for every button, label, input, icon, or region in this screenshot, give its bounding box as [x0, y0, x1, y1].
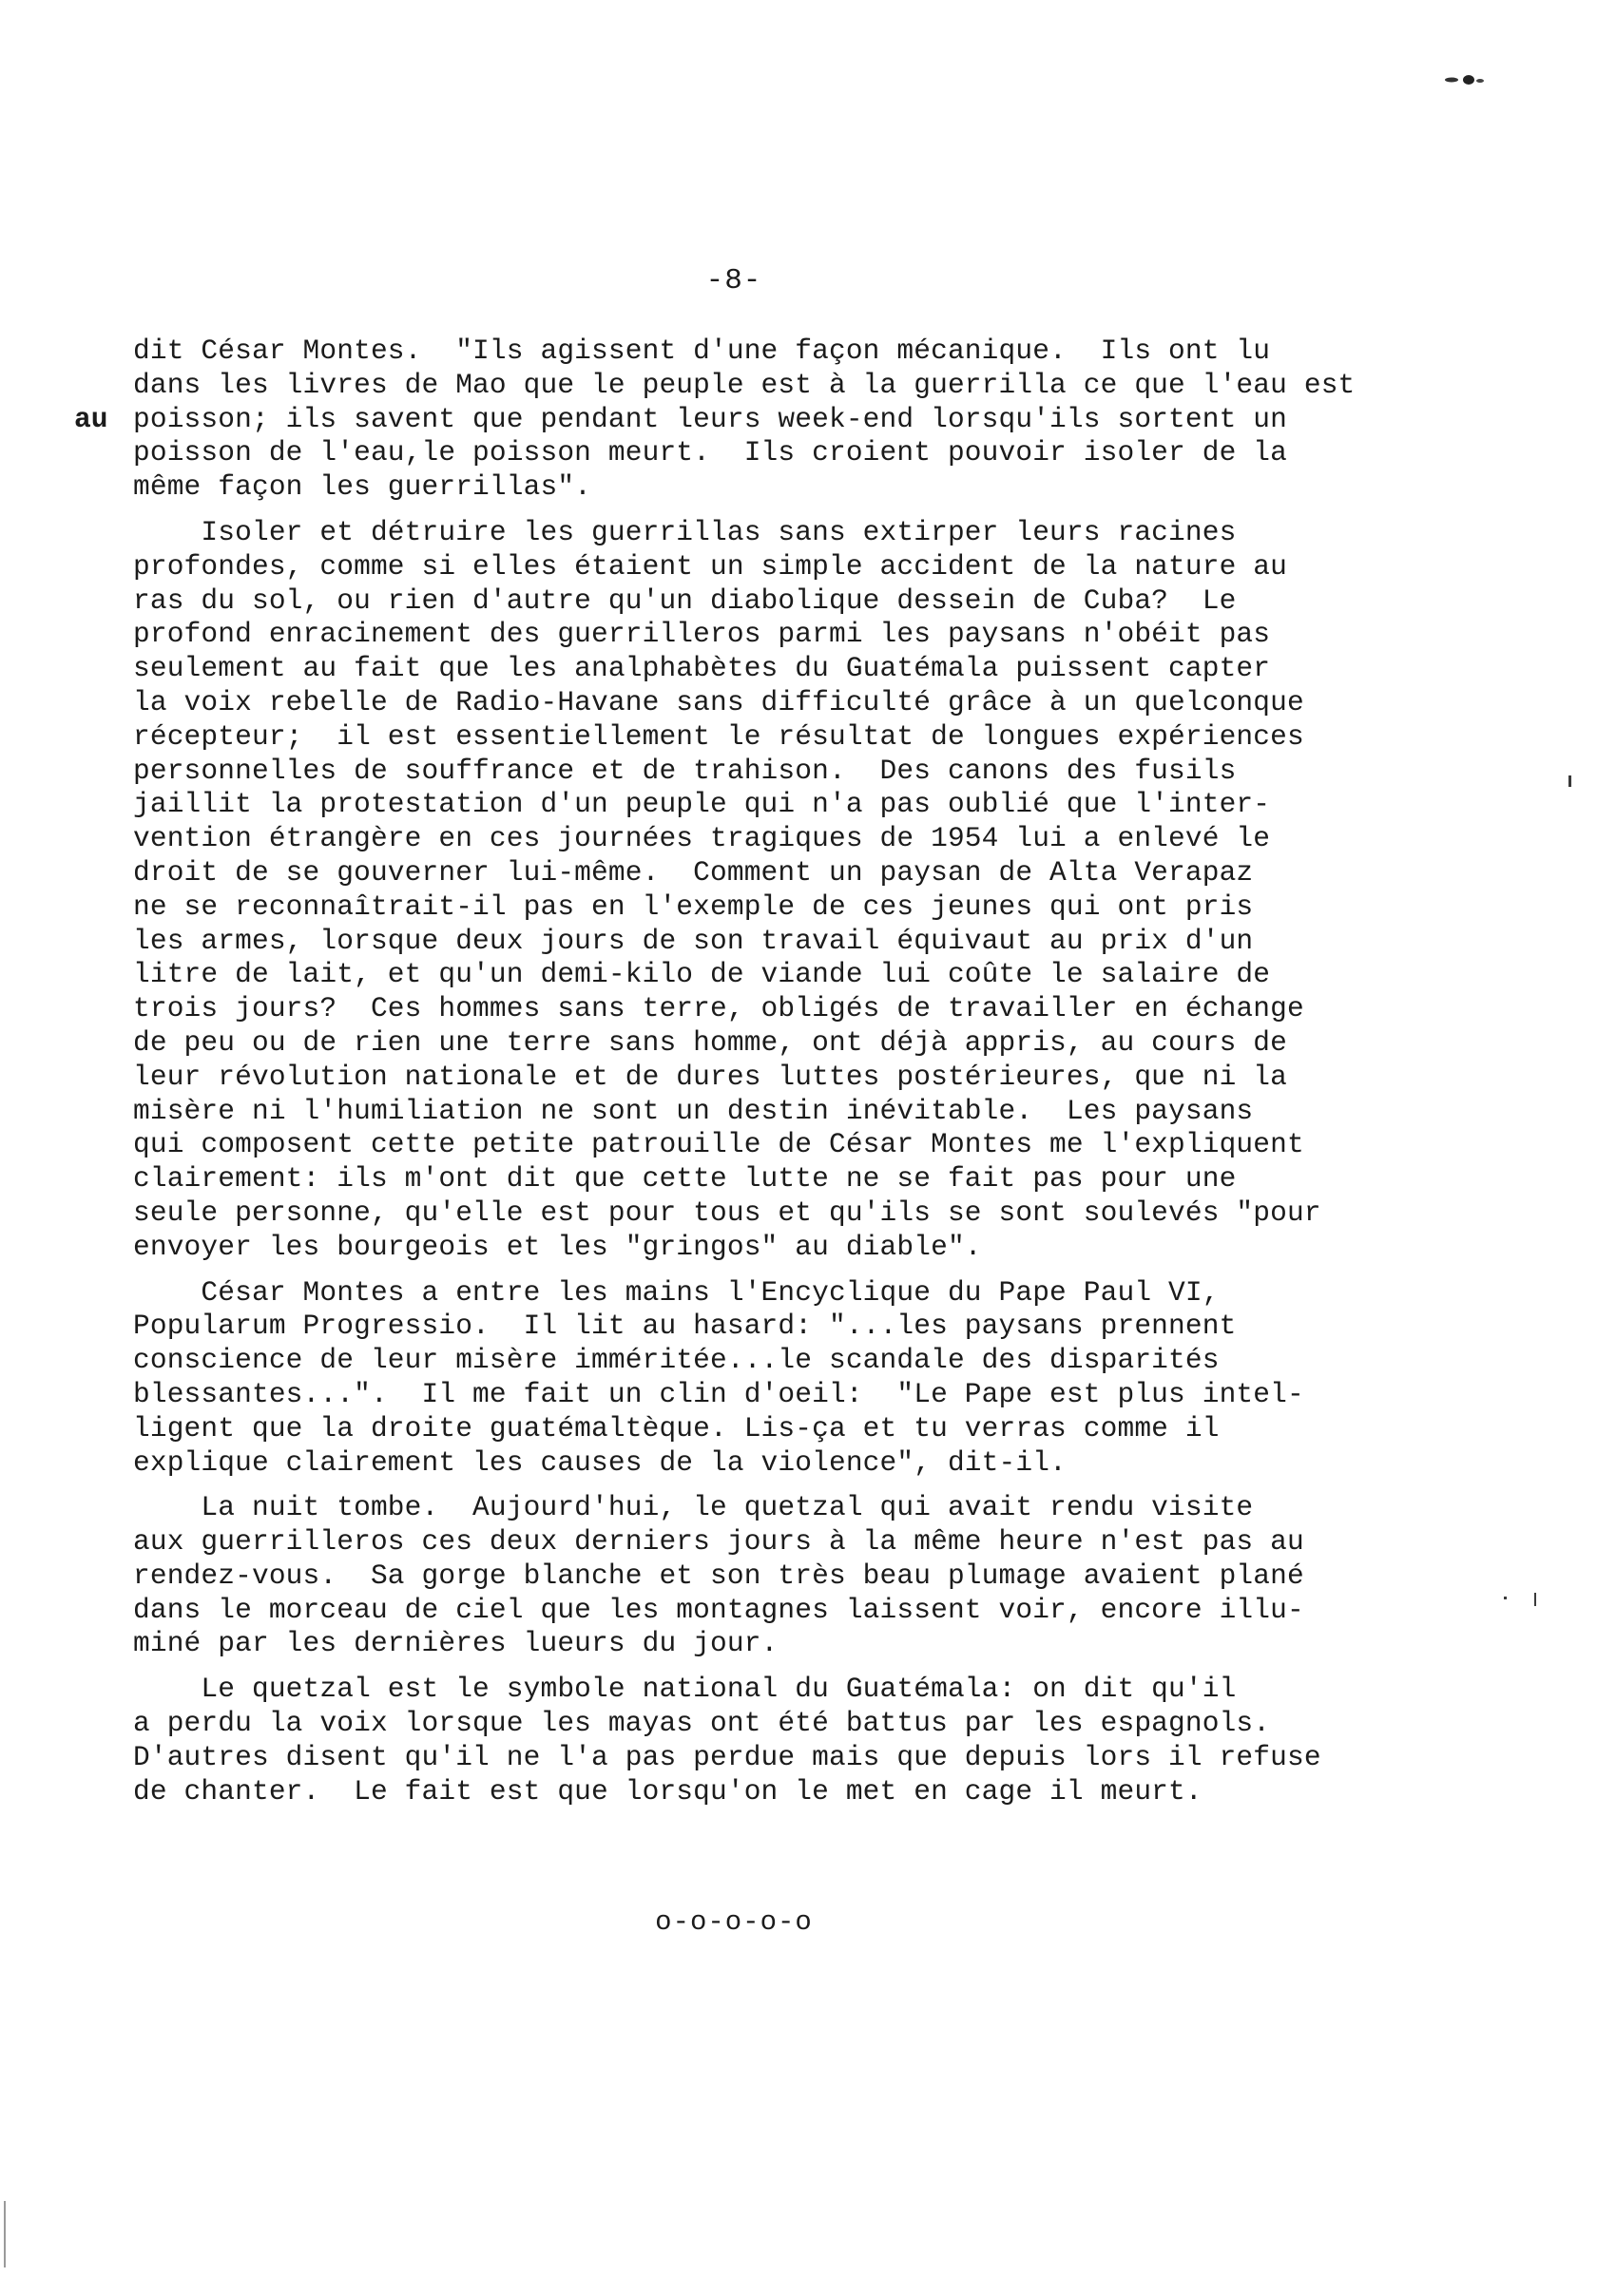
- paragraph: [133, 516, 1464, 1265]
- text-line: dit César Montes. "Ils agissent d'une façon mécanique. Ils ont lu: [133, 335, 1271, 367]
- text-line: Popularum Progressio. Il lit au hasard: "...les paysans prennent: [133, 1310, 1237, 1343]
- text-line: jaillit la protestation d'un peuple qui n'a pas oublié que l'inter-: [133, 788, 1271, 821]
- text-line: poisson; ils savent que pendant leurs week-end lorsqu'ils sortent un: [133, 402, 1287, 435]
- margin-speck: [1504, 1597, 1507, 1599]
- text-line: personnelles de souffrance et de trahison. Des canons des fusils: [133, 754, 1237, 787]
- paragraph: [133, 335, 1464, 505]
- text-line: de chanter. Le fait est que lorsqu'on le met en cage il meurt.: [133, 1774, 1203, 1808]
- text-line: ligent que la droite guatémaltèque. Lis-ça et tu verras comme il: [133, 1411, 1220, 1445]
- section-separator: o-o-o-o-o: [655, 1906, 813, 1938]
- text-line: dans les livres de Mao que le peuple est à la guerrilla ce que l'eau est: [133, 368, 1356, 401]
- body-text: [133, 335, 1464, 1820]
- text-line: de peu ou de rien une terre sans homme, ont déjà appris, au cours de: [133, 1025, 1287, 1059]
- text-line: clairement: ils m'ont dit que cette lutte ne se fait pas pour une: [133, 1162, 1237, 1196]
- text-line: misère ni l'humiliation ne sont un destin inévitable. Les paysans: [133, 1094, 1254, 1127]
- text-line: trois jours? Ces hommes sans terre, obligés de travailler en échange: [133, 992, 1304, 1025]
- text-line: explique clairement les causes de la violence", dit-il.: [133, 1445, 1067, 1479]
- text-line: D'autres disent qu'il ne l'a pas perdue mais que depuis lors il refuse: [133, 1740, 1321, 1773]
- text-line: même façon les guerrillas".: [133, 470, 592, 504]
- paragraph: [133, 1276, 1464, 1481]
- page-number: -8-: [705, 264, 762, 297]
- margin-speck: [1534, 1593, 1536, 1606]
- text-line: dans le morceau de ciel que les montagnes laissent voir, encore illu-: [133, 1593, 1304, 1626]
- text-line: la voix rebelle de Radio-Havane sans difficulté grâce à un quelconque: [133, 685, 1304, 718]
- paragraph: [133, 1673, 1464, 1808]
- text-line: Le quetzal est le symbole national du Guatémala: on dit qu'il: [133, 1673, 1237, 1706]
- text-line: miné par les dernières lueurs du jour.: [133, 1627, 779, 1660]
- text-line: rendez-vous. Sa gorge blanche et son très beau plumage avaient plané: [133, 1559, 1304, 1592]
- margin-speck: [1568, 775, 1571, 787]
- text-line: La nuit tombe. Aujourd'hui, le quetzal qui avait rendu visite: [133, 1491, 1254, 1524]
- text-line: Isoler et détruire les guerrillas sans extirper leurs racines: [133, 515, 1237, 548]
- margin-note: au: [74, 403, 108, 435]
- text-line: ras du sol, ou rien d'autre qu'un diabolique dessein de Cuba? Le: [133, 584, 1237, 617]
- text-line: envoyer les bourgeois et les "gringos" au diable".: [133, 1230, 982, 1263]
- text-line: seule personne, qu'elle est pour tous et qu'ils se sont soulevés "pour: [133, 1196, 1321, 1229]
- text-line: les armes, lorsque deux jours de son travail équivaut au prix d'un: [133, 924, 1254, 957]
- corner-ink-mark: [1431, 70, 1497, 89]
- text-line: blessantes...". Il me fait un clin d'oeil: "Le Pape est plus intel-: [133, 1377, 1304, 1410]
- text-line: leur révolution nationale et de dures luttes postérieures, que ni la: [133, 1060, 1287, 1093]
- margin-speck: [4, 2201, 6, 2267]
- text-line: aux guerrilleros ces deux derniers jours à la même heure n'est pas au: [133, 1525, 1304, 1559]
- text-line: qui composent cette petite patrouille de César Montes me l'expliquent: [133, 1128, 1304, 1161]
- text-line: a perdu la voix lorsque les mayas ont été battus par les espagnols.: [133, 1707, 1271, 1740]
- text-line: récepteur; il est essentiellement le résultat de longues expériences: [133, 719, 1304, 753]
- text-line: profondes, comme si elles étaient un simple accident de la nature au: [133, 549, 1287, 583]
- text-line: vention étrangère en ces journées tragiques de 1954 lui a enlevé le: [133, 822, 1271, 855]
- text-line: profond enracinement des guerrilleros parmi les paysans n'obéit pas: [133, 618, 1271, 651]
- paragraph: [133, 1491, 1464, 1661]
- text-line: ne se reconnaîtrait-il pas en l'exemple de ces jeunes qui ont pris: [133, 890, 1254, 923]
- text-line: César Montes a entre les mains l'Encyclique du Pape Paul VI,: [133, 1275, 1220, 1309]
- text-line: droit de se gouverner lui-même. Comment un paysan de Alta Verapaz: [133, 855, 1254, 889]
- text-line: conscience de leur misère imméritée...le scandale des disparités: [133, 1344, 1220, 1377]
- text-line: litre de lait, et qu'un demi-kilo de viande lui coûte le salaire de: [133, 958, 1271, 991]
- text-line: seulement au fait que les analphabètes du Guatémala puissent capter: [133, 652, 1271, 685]
- text-line: poisson de l'eau,le poisson meurt. Ils croient pouvoir isoler de la: [133, 436, 1287, 469]
